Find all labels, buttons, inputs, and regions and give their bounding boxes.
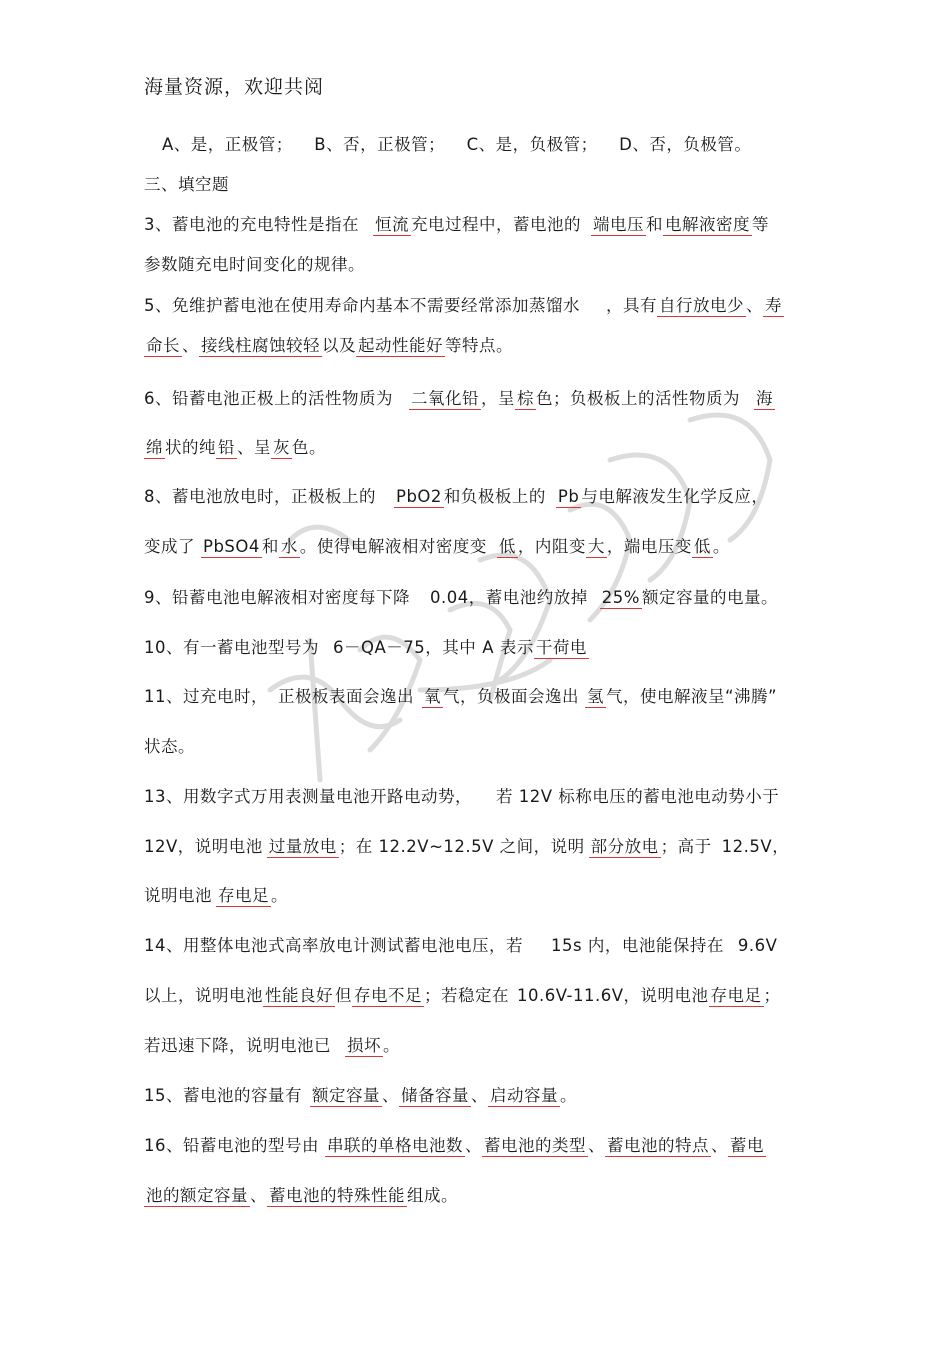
answer-blank: 棕 (517, 389, 534, 408)
text: 、 (465, 1136, 482, 1155)
answer-blank: 自行放电少 (659, 296, 744, 315)
text: 、 (250, 1186, 267, 1205)
text: 3、蓄电池的充电特性是指在 (144, 215, 359, 234)
answer-blank: 氢 (587, 687, 604, 706)
answer-blank: 存电足 (710, 986, 762, 1005)
text: 、 (382, 1086, 399, 1105)
question-3-line-2: 参数随充电时间变化的规律。 (144, 255, 365, 274)
text: ，端电压变 (606, 537, 692, 556)
text: 充电过程中，蓄电池的 (411, 215, 581, 234)
answer-blank: 损坏 (347, 1036, 381, 1055)
text: 状的纯 (165, 438, 216, 457)
answer-blank: 大 (587, 537, 605, 556)
text: 0.04 (430, 588, 469, 607)
text: A 表示 (482, 638, 534, 657)
question-16-line-2 (144, 1182, 458, 1206)
question-10 (144, 634, 589, 658)
text: 和 (261, 537, 279, 556)
answer-blank: 恒流 (375, 215, 409, 234)
text: 但 (335, 986, 352, 1005)
text: 5、免维护蓄电池在使用寿命内基本不需要经常添加蒸馏水 (144, 296, 580, 315)
option-b: B、否，正极管； (314, 135, 446, 154)
answer-blank: PbSO4 (203, 537, 260, 556)
answer-blank: 额定容量 (312, 1086, 380, 1105)
option-d: D、否，负极管。 (619, 135, 752, 154)
answer-blank: Pb (557, 487, 580, 506)
answer-blank: 命长 (146, 336, 180, 355)
question-13-line-2 (144, 833, 789, 857)
question-5-line-2 (144, 332, 513, 356)
answer-blank: 接线柱腐蚀较轻 (201, 336, 320, 355)
text: 16、铅蓄电池的型号由 (144, 1136, 319, 1155)
text: 14、用整体电池式高率放电计测试蓄电池电压，若 (144, 936, 523, 955)
page-header: 海量资源，欢迎共阅 (144, 76, 325, 98)
text: 等 (752, 215, 769, 234)
question-9 (144, 584, 778, 608)
text: 。 (383, 1036, 400, 1055)
text: 额定容量的电量。 (641, 588, 778, 607)
question-14-line-1 (144, 932, 777, 956)
text: 、 (588, 1136, 605, 1155)
answer-blank: 电解液密度 (665, 215, 750, 234)
text: 12.5V， (721, 837, 790, 856)
answer-blank: 水 (280, 537, 298, 556)
question-11-line-1 (144, 683, 777, 707)
text: ，说明电池 (623, 986, 709, 1005)
option-a: A、是，正极管； (162, 135, 293, 154)
text: ； (763, 986, 781, 1005)
text: 、呈 (237, 438, 271, 457)
question-15 (144, 1082, 577, 1106)
question-16-line-1 (144, 1132, 766, 1156)
answer-blank: 存电不足 (354, 986, 422, 1005)
text: 和 (646, 215, 663, 234)
text: ；高于 (660, 837, 712, 856)
question-8-line-1 (144, 483, 768, 507)
text: 与电解液发生化学反应， (581, 487, 769, 506)
text: 等特点。 (445, 336, 513, 355)
text: 6、铅蓄电池正极上的活性物质为 (144, 389, 393, 408)
question-3-line-1 (144, 211, 769, 235)
text: 色。 (292, 438, 326, 457)
text: 9.6V (737, 936, 778, 955)
text: 。 (271, 886, 288, 905)
answer-blank: 绵 (146, 438, 163, 457)
text: 若迅速下降，说明电池已 (144, 1036, 331, 1055)
answer-blank: 蓄电池的特点 (607, 1136, 709, 1155)
text: 、 (711, 1136, 728, 1155)
text: 色；负极板上的活性物质为 (536, 389, 740, 408)
answer-blank: 起动性能好 (358, 336, 443, 355)
answer-blank: 串联的单格电池数 (327, 1136, 463, 1155)
question-8-line-2 (144, 533, 730, 557)
text: 以及 (322, 336, 356, 355)
text: 。使得电解液相对密度变 (299, 537, 487, 556)
answer-blank: 灰 (273, 438, 290, 457)
text: 以上，说明电池 (144, 986, 263, 1005)
answer-blank: 池的额定容量 (146, 1186, 248, 1205)
section-title: 三、填空题 (144, 175, 229, 194)
text: 组成。 (407, 1186, 458, 1205)
question-6-line-2 (144, 434, 326, 458)
text: 气，使电解液呈“沸腾” (606, 687, 778, 706)
answer-blank: 储备容量 (401, 1086, 469, 1105)
text: ；若稳定在 (424, 986, 509, 1005)
text: 15、蓄电池的容量有 (144, 1086, 302, 1105)
answer-blank: 性能良好 (265, 986, 333, 1005)
answer-blank: 海 (756, 389, 773, 408)
text: 说明电池 (144, 886, 212, 905)
text: 15s 内，电池能保持在 (551, 936, 724, 955)
text: 。 (712, 537, 730, 556)
answer-blank: 低 (498, 537, 516, 556)
answer-blank: 氧 (424, 687, 441, 706)
text: ，呈 (481, 389, 515, 408)
question-14-line-2 (144, 982, 781, 1006)
text: ，具有 (606, 296, 657, 315)
multiple-choice-options (162, 131, 751, 155)
text: 。 (560, 1086, 577, 1105)
text: 8、蓄电池放电时，正极板上的 (144, 487, 376, 506)
text: 11、过充电时， (144, 687, 268, 706)
question-5-line-1 (144, 292, 784, 316)
answer-blank: PbO2 (396, 487, 442, 506)
text: 9、铅蓄电池电解液相对密度每下降 (144, 588, 410, 607)
text: ，内阻变 (517, 537, 586, 556)
question-13-line-3 (144, 882, 288, 906)
text: ，其中 (425, 638, 477, 657)
answer-blank: 启动容量 (490, 1086, 558, 1105)
text: 变成了 (144, 537, 195, 556)
text: 正极板表面会逸出 (278, 687, 414, 706)
answer-blank: 部分放电 (590, 837, 659, 856)
text: 13、用数字式万用表测量电池开路电动势， (144, 787, 472, 806)
answer-blank: 端电压 (593, 215, 644, 234)
text: 气，负极面会逸出 (443, 687, 579, 706)
question-13-line-1 (144, 783, 779, 807)
answer-blank: 蓄电池的类型 (484, 1136, 586, 1155)
text: 若 12V 标称电压的蓄电池电动势小于 (496, 787, 780, 806)
answer-blank: 寿 (765, 296, 782, 315)
text: 6－QA－75 (333, 638, 426, 657)
text: 、 (471, 1086, 488, 1105)
question-11-line-2: 状态。 (144, 737, 195, 756)
text: 10、有一蓄电池型号为 (144, 638, 319, 657)
answer-blank: 存电足 (218, 886, 269, 905)
text: 、 (746, 296, 763, 315)
text: ，蓄电池约放掉 (468, 588, 588, 607)
answer-blank: 二氧化铅 (411, 389, 479, 408)
text: ；在 12.2V~12.5V 之间，说明 (338, 837, 585, 856)
question-6-line-1 (144, 385, 775, 409)
answer-blank: 蓄电 (730, 1136, 764, 1155)
text: 12V，说明电池 (144, 837, 263, 856)
text: 、 (182, 336, 199, 355)
answer-blank: 过量放电 (268, 837, 337, 856)
answer-blank: 铅 (218, 438, 235, 457)
answer-blank: 25% (601, 588, 640, 607)
answer-blank: 蓄电池的特殊性能 (269, 1186, 405, 1205)
option-c: C、是，负极管； (466, 135, 598, 154)
answer-blank: 干荷电 (535, 638, 587, 657)
text: 和负极板上的 (443, 487, 546, 506)
question-14-line-3 (144, 1032, 400, 1056)
text: 10.6V-11.6V (517, 986, 624, 1005)
answer-blank: 低 (693, 537, 711, 556)
